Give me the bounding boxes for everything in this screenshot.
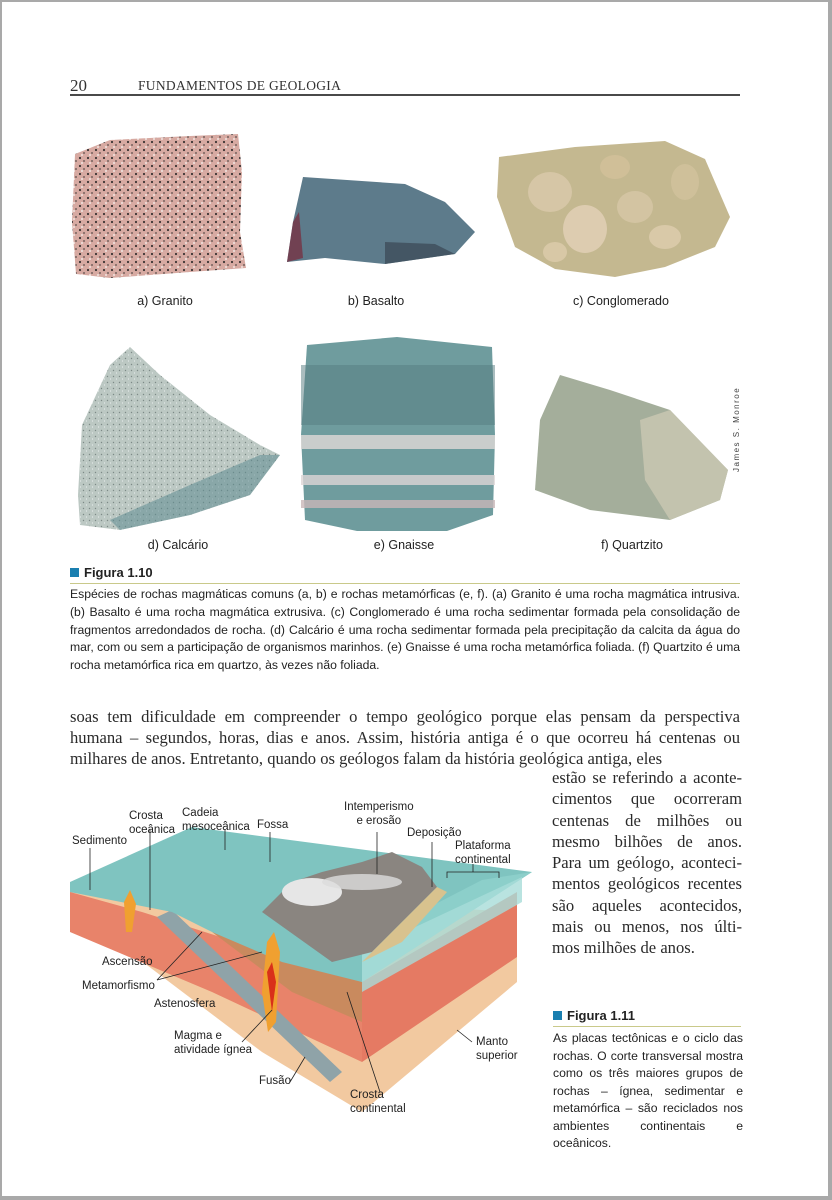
label-line: superior xyxy=(476,1050,518,1062)
figure-1-10-title xyxy=(70,565,153,580)
column-line: mesmo bilhões de anos. xyxy=(552,831,742,851)
column-line: são aqueles acontecidos, xyxy=(552,895,742,915)
column-line: Para um geólogo, aconteci- xyxy=(552,853,742,873)
label-line: oceânica xyxy=(129,824,176,836)
rock-label-granito: a) Granito xyxy=(137,294,193,308)
book-title: FUNDAMENTOS DE GEOLOGIA xyxy=(138,78,342,93)
label-line: Crosta xyxy=(350,1089,384,1101)
label-intemperismo xyxy=(344,800,414,828)
rock-photo-basalto xyxy=(285,172,480,267)
rock-label-basalto: b) Basalto xyxy=(347,294,405,308)
rock-label-conglomerado: c) Conglomerado xyxy=(573,294,669,308)
label-line: e erosão xyxy=(356,815,402,827)
label-line: mesoceânica xyxy=(182,821,250,833)
label-line: continental xyxy=(350,1103,406,1115)
label-line: Intemperismo xyxy=(344,801,414,813)
running-head xyxy=(70,76,740,96)
label-plataforma-continental xyxy=(455,839,511,867)
label-line: atividade ígnea xyxy=(174,1044,253,1056)
tectonic-diagram xyxy=(62,792,542,1132)
body-paragraph-text: soas tem dificuldade em compreender o tempo geológico porque elas pensam da perspectiva humana – segundos, horas, dias e anos. Assim, história antiga é o que ocorreu há centenas ou milhares de anos. Entretanto, quando os geólogos falam da história geológica antiga, eles xyxy=(70,707,740,768)
column-line: mos milhões de anos. xyxy=(552,938,695,958)
label-fusao: Fusão xyxy=(259,1075,291,1087)
label-crosta-continental xyxy=(350,1088,406,1116)
label-metamorfismo: Metamorfismo xyxy=(82,980,155,992)
label-magma xyxy=(174,1029,252,1057)
body-paragraph xyxy=(70,706,740,769)
label-cadeia-mesoceanica xyxy=(182,806,250,834)
rock-photo-granito xyxy=(70,132,260,282)
page-number: 20 xyxy=(70,76,87,95)
column-line: estão se referindo a aconte- xyxy=(552,768,742,787)
label-crosta-oceanica xyxy=(129,809,175,837)
label-deposicao: Deposição xyxy=(407,827,462,839)
figure-1-10-caption: Espécies de rochas magmáticas comuns (a, b) e rochas metamórficas (e, f). (a) Granito é uma rocha magmática intrusiva. (b) Basalto é uma rocha magmática extrusiva. (c) Conglomerado é uma rocha sedimentar formada pela consolidação de fragmentos arredondados de rocha. (d) Calcário é uma rocha sedimentar formada pela precipitação da calcita da água do mar, com ou sem a participação de organismos marinhos. (e) Gnaisse é uma rocha metamórfica foliada. (f) Quartzito é uma rocha metamórfica rica em quartzo, às vezes não foliada. xyxy=(70,587,740,673)
column-line: centenas de milhões ou xyxy=(552,810,742,830)
rock-photo-conglomerado xyxy=(495,137,740,282)
figure-1-10-rule xyxy=(70,583,740,584)
label-line: Cadeia xyxy=(182,807,219,819)
label-line: continental xyxy=(455,854,511,866)
label-ascensao: Ascensão xyxy=(102,956,153,968)
rock-label-gnaisse: e) Gnaisse xyxy=(373,538,435,552)
column-line: cimentos que ocorreram xyxy=(552,789,742,809)
figure-marker-icon xyxy=(70,568,79,577)
rock-label-calcario: d) Calcário xyxy=(147,538,209,552)
label-line: Magma e xyxy=(174,1030,222,1042)
label-line: Plataforma xyxy=(455,840,511,852)
label-line: Manto xyxy=(476,1036,508,1048)
figure-1-11-rule xyxy=(553,1026,741,1027)
rock-label-quartzito: f) Quartzito xyxy=(601,538,663,552)
label-sedimento: Sedimento xyxy=(72,835,127,847)
body-column-text xyxy=(552,767,742,959)
figure-marker-icon xyxy=(553,1011,562,1020)
figure-1-11-title xyxy=(553,1008,635,1023)
book-page xyxy=(2,2,828,1196)
column-line: mais ou menos, nos últi- xyxy=(552,917,742,937)
label-line: Crosta xyxy=(129,810,163,822)
label-astenosfera: Astenosfera xyxy=(154,998,216,1010)
figure-1-11-title-text: Figura 1.11 xyxy=(567,1008,635,1023)
rock-photo-calcario xyxy=(70,345,285,535)
label-fossa: Fossa xyxy=(257,819,289,831)
volcanic-plume xyxy=(322,874,402,890)
rock-photo-quartzito xyxy=(530,370,730,520)
figure-1-10-title-text: Figura 1.10 xyxy=(84,565,153,580)
photo-credit: James S. Monroe xyxy=(732,386,741,472)
figure-1-11-caption: As placas tectônicas e o ciclo das rochas. O corte transversal mostra como os três maiores grupos de rochas – ígnea, sedimentar e metamórfica – são reciclados nos ambientes continentais e oceânicos. xyxy=(553,1031,743,1150)
column-line: mentos geológicos recentes xyxy=(552,874,742,894)
rock-photo-gnaisse xyxy=(297,335,497,535)
label-manto-superior xyxy=(476,1035,518,1063)
